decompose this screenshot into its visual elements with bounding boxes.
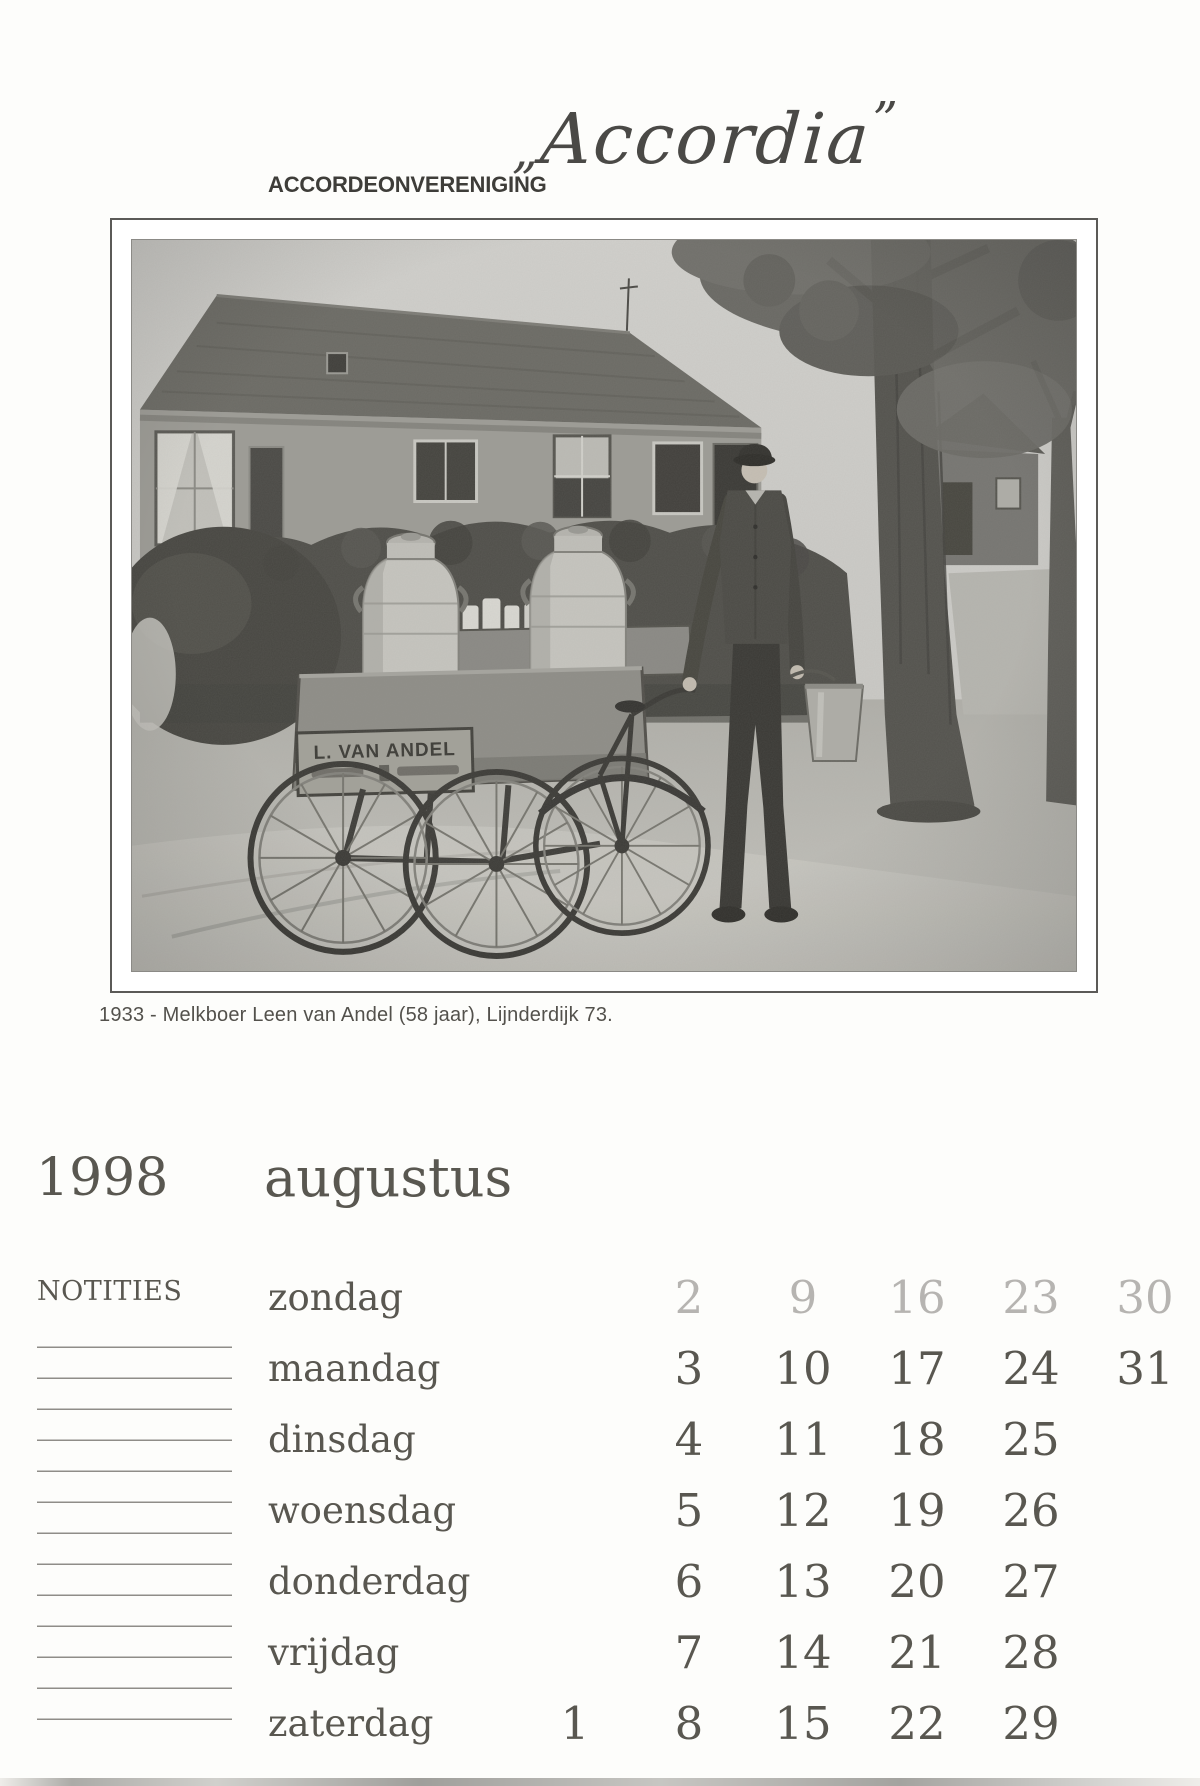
logo-close-quote: ”: [872, 91, 898, 149]
day-name: dinsdag: [268, 1418, 416, 1461]
day-number: 15: [774, 1697, 832, 1750]
day-number: 16: [888, 1271, 946, 1324]
day-name: vrijdag: [268, 1631, 400, 1674]
notes-label: NOTITIES: [37, 1276, 183, 1307]
day-number: 28: [1002, 1626, 1060, 1679]
photo-caption: 1933 - Melkboer Leen van Andel (58 jaar), Lijnderdijk 73.: [99, 1004, 613, 1026]
month-heading: augustus: [264, 1146, 513, 1209]
empty-day-cell: [518, 1617, 632, 1688]
milkman-photo-illustration: [132, 240, 1076, 971]
day-number: 25: [1002, 1413, 1060, 1466]
calendar-row: [268, 1404, 1200, 1475]
day-name: zaterdag: [268, 1702, 434, 1745]
milkman-photo: [131, 239, 1077, 972]
day-number: 7: [674, 1626, 704, 1679]
calendar-grid: [268, 1262, 1200, 1759]
day-name: donderdag: [268, 1560, 471, 1603]
day-number: 13: [774, 1555, 832, 1608]
empty-day-cell: [1088, 1617, 1200, 1688]
day-number: 8: [674, 1697, 704, 1750]
logo-accordia: [512, 91, 898, 180]
day-number: 22: [888, 1697, 946, 1750]
day-number: 31: [1116, 1342, 1174, 1395]
logo-text: Accordia: [538, 98, 874, 180]
empty-day-cell: [1088, 1404, 1200, 1475]
empty-day-cell: [518, 1475, 632, 1546]
logo-open-quote: „: [512, 121, 538, 179]
notes-ruled-lines: [37, 1317, 232, 1720]
day-number: 26: [1002, 1484, 1060, 1537]
association-name: ACCORDEONVERENIGING: [268, 172, 547, 197]
year-heading: 1998: [36, 1148, 169, 1208]
empty-day-cell: [518, 1546, 632, 1617]
day-number: 4: [674, 1413, 704, 1466]
day-number: 9: [788, 1271, 818, 1324]
empty-day-cell: [1088, 1546, 1200, 1617]
day-name: zondag: [268, 1276, 404, 1319]
empty-day-cell: [1088, 1688, 1200, 1759]
day-number: 21: [888, 1626, 946, 1679]
day-number: 24: [1002, 1342, 1060, 1395]
day-number: 14: [774, 1626, 832, 1679]
day-number: 27: [1002, 1555, 1060, 1608]
day-number: 23: [1002, 1271, 1060, 1324]
day-number: 1: [560, 1697, 590, 1750]
photo-frame: [110, 218, 1098, 993]
calendar-row: [268, 1262, 1200, 1333]
day-number: 30: [1116, 1271, 1174, 1324]
day-number: 5: [674, 1484, 704, 1537]
calendar-row: [268, 1546, 1200, 1617]
calendar-row: [268, 1333, 1200, 1404]
day-number: 11: [774, 1413, 832, 1466]
day-number: 6: [674, 1555, 704, 1608]
day-number: 3: [674, 1342, 704, 1395]
empty-day-cell: [518, 1262, 632, 1333]
day-number: 19: [888, 1484, 946, 1537]
day-number: 2: [674, 1271, 704, 1324]
day-number: 18: [888, 1413, 946, 1466]
empty-day-cell: [1088, 1475, 1200, 1546]
calendar-row: [268, 1617, 1200, 1688]
calendar-row: [268, 1475, 1200, 1546]
day-name: woensdag: [268, 1489, 457, 1532]
day-number: 10: [774, 1342, 832, 1395]
page-bottom-edge: [0, 1778, 1200, 1786]
calendar-row: [268, 1688, 1200, 1759]
empty-day-cell: [518, 1333, 632, 1404]
day-name: maandag: [268, 1347, 441, 1390]
day-number: 29: [1002, 1697, 1060, 1750]
day-number: 17: [888, 1342, 946, 1395]
day-number: 20: [888, 1555, 946, 1608]
day-number: 12: [774, 1484, 832, 1537]
empty-day-cell: [518, 1404, 632, 1475]
